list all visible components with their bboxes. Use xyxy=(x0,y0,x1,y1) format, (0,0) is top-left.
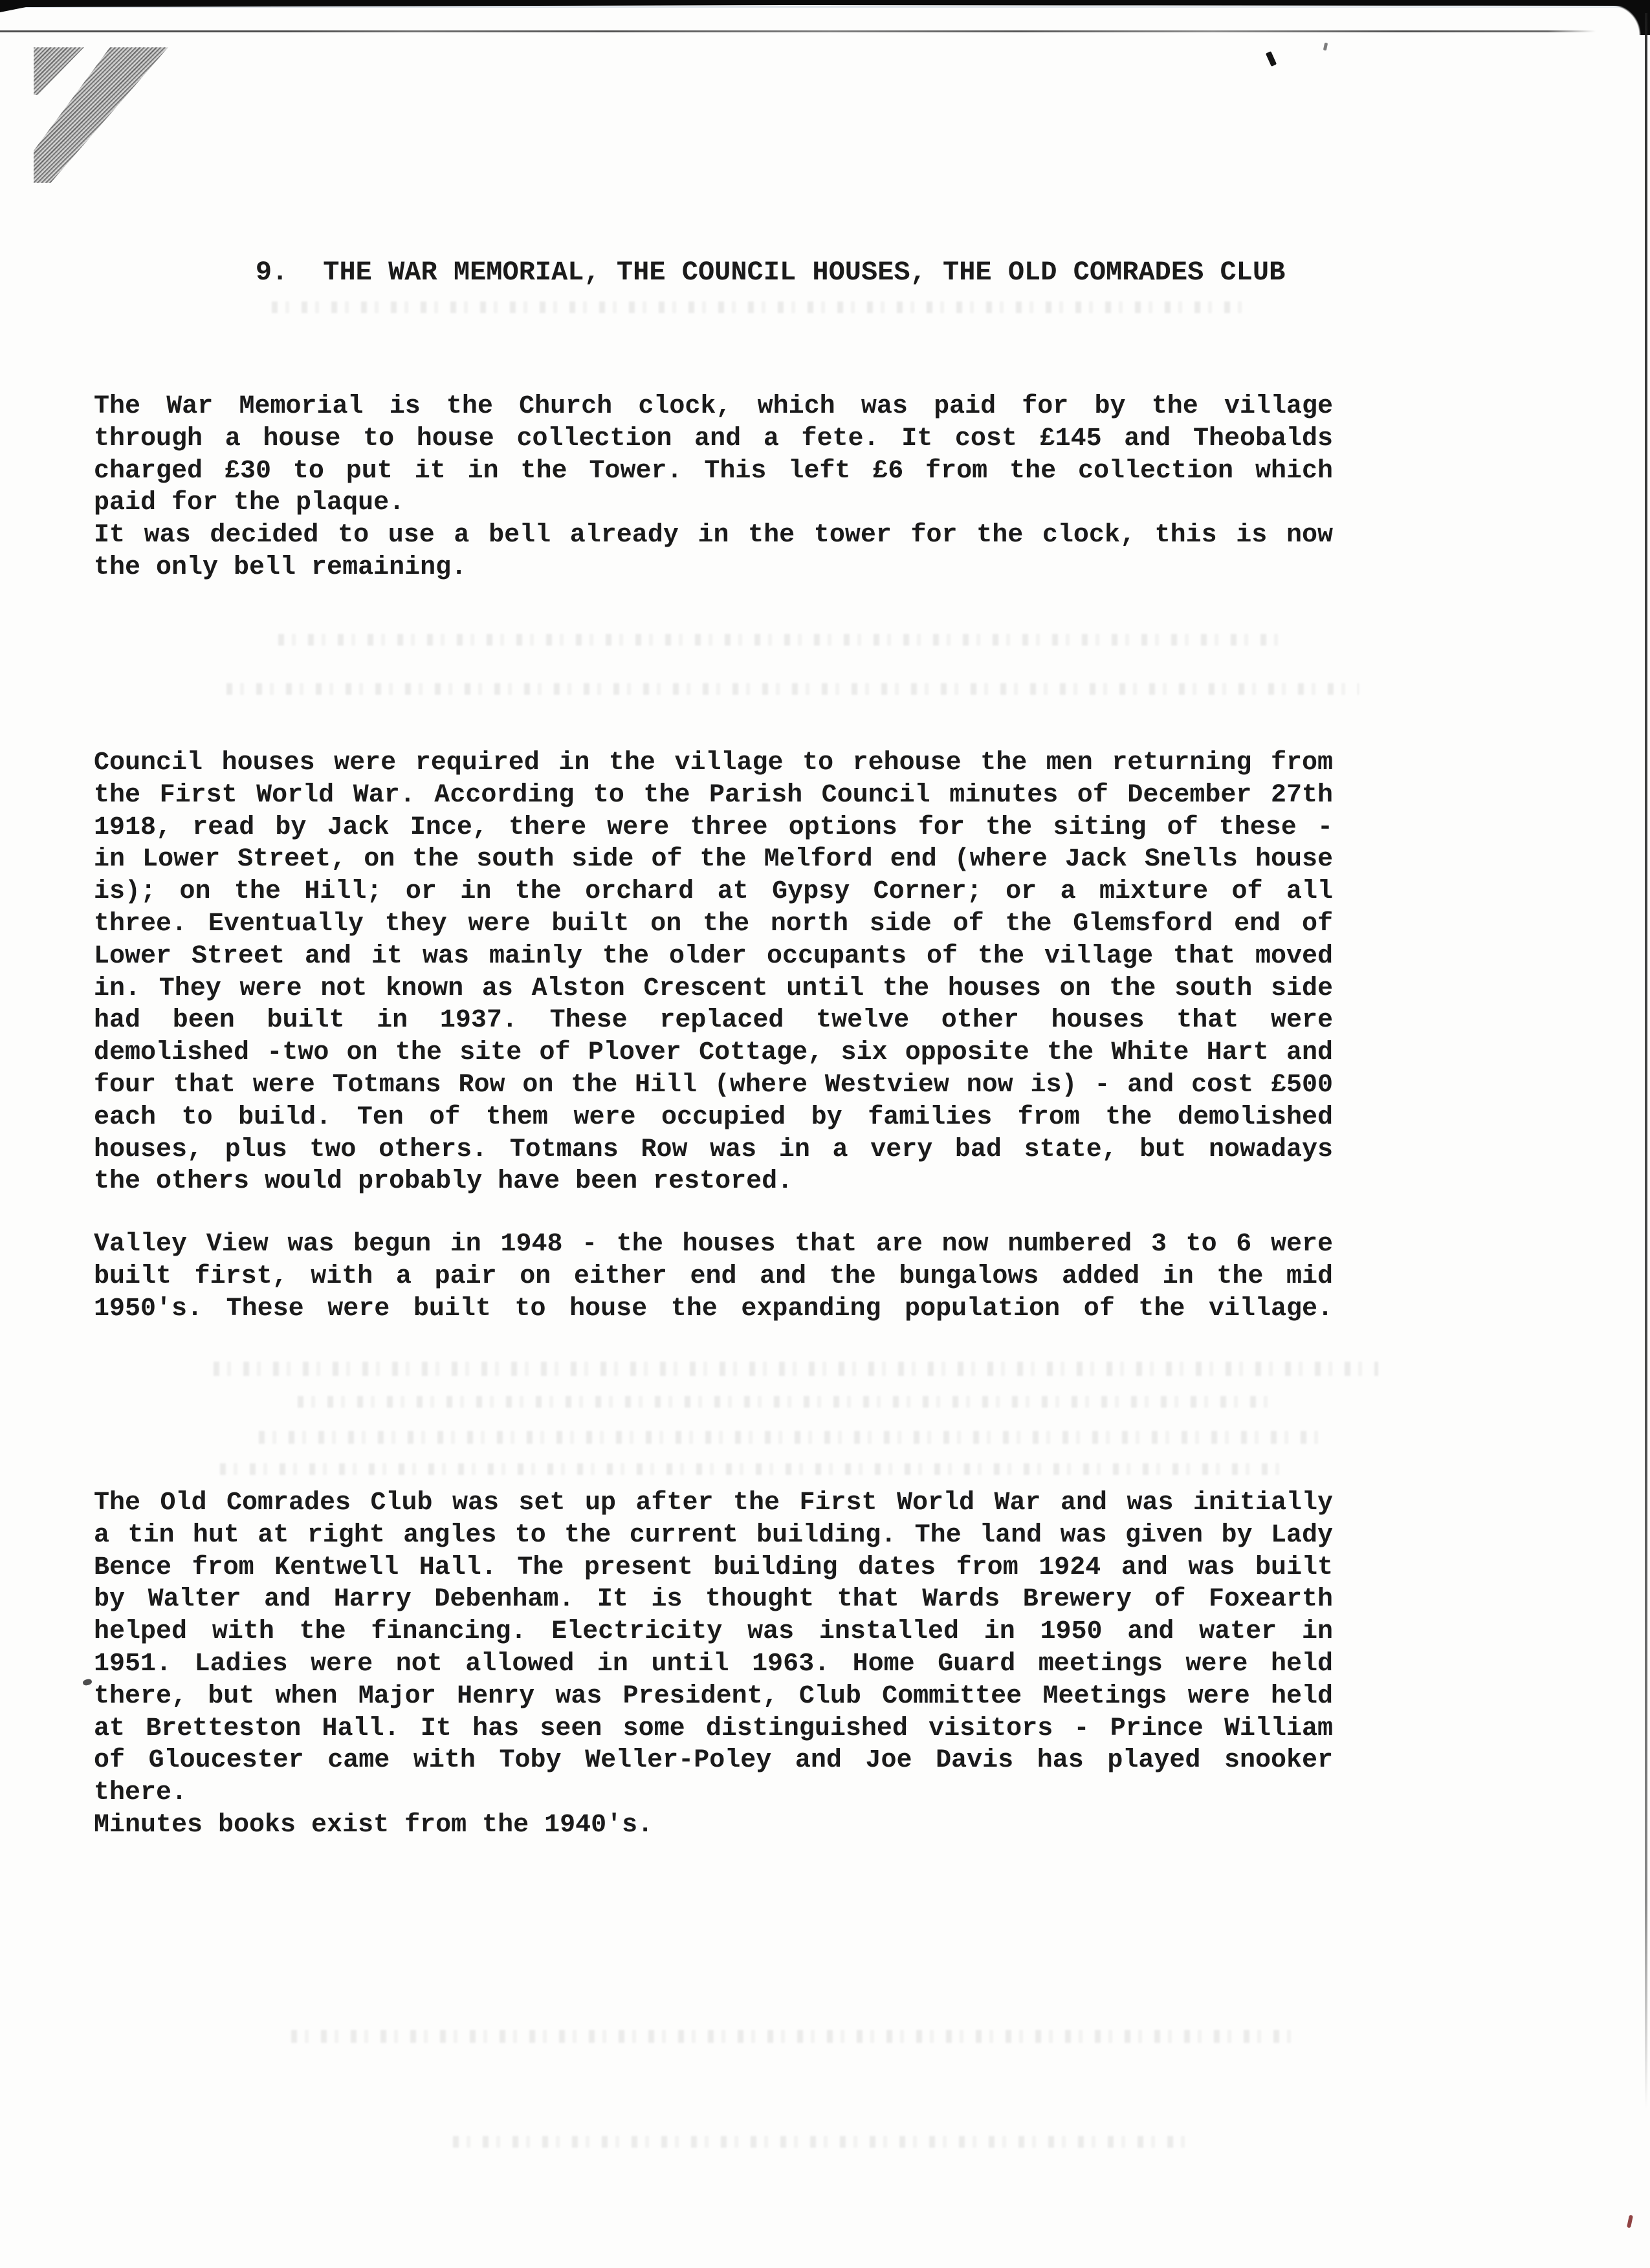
text-line: a tin hut at right angles to the current building. The land was given by Lady xyxy=(94,1520,1333,1550)
text-line: Lower Street and it was mainly the older occupants of the village that moved xyxy=(94,941,1333,971)
text-line: in. They were not known as Alston Crescent until the houses on the south side xyxy=(94,974,1333,1003)
scan-bleedthrough-band xyxy=(214,1362,1378,1376)
scan-red-pen-mark xyxy=(1627,2215,1633,2229)
text-line: Bence from Kentwell Hall. The present building dates from 1924 and was built xyxy=(94,1553,1333,1582)
scan-ink-fleck xyxy=(1323,43,1328,51)
scan-horizontal-rule xyxy=(0,30,1596,32)
text-line: charged £30 to put it in the Tower. This left £6 from the collection which xyxy=(94,456,1333,486)
scan-bleedthrough-band xyxy=(259,1431,1326,1444)
text-line: houses, plus two others. Totmans Row was in a very bad state, but nowadays xyxy=(94,1135,1333,1164)
paragraph-old-comrades-club xyxy=(94,1487,1333,1842)
text-line: the only bell remaining. xyxy=(94,552,467,582)
scan-bleedthrough-band xyxy=(278,634,1281,646)
text-line: the others would probably have been restored. xyxy=(94,1167,793,1197)
scan-bleedthrough-band xyxy=(226,683,1359,695)
text-line: Council houses were required in the village to rehouse the men returning from xyxy=(94,748,1333,778)
text-line: there. xyxy=(94,1778,188,1808)
scan-diagonal-stripe-narrow xyxy=(34,47,85,95)
text-line: four that were Totmans Row on the Hill (where Westview now is) - and cost £500 xyxy=(94,1070,1333,1100)
text-line: by Walter and Harry Debenham. It is thought that Wards Brewery of Foxearth xyxy=(94,1585,1333,1615)
text-line: each to build. Ten of them were occupied by families from the demolished xyxy=(94,1102,1333,1132)
text-line: demolished -two on the site of Plover Cottage, six opposite the White Hart and xyxy=(94,1038,1333,1068)
text-line: 1951. Ladies were not allowed in until 1963. Home Guard meetings were held xyxy=(94,1649,1333,1679)
scan-bleedthrough-band xyxy=(220,1463,1288,1475)
text-line: 1950's. These were built to house the expanding population of the village. xyxy=(94,1294,1333,1324)
text-line: is); on the Hill; or in the orchard at Gypsy Corner; or a mixture of all xyxy=(94,877,1333,907)
text-line: helped with the financing. Electricity was installed in 1950 and water in xyxy=(94,1617,1333,1647)
scan-bleedthrough-band xyxy=(298,1396,1268,1408)
paragraph-council-houses xyxy=(94,747,1333,1198)
scan-rounded-corner-top-right xyxy=(1610,0,1650,35)
section-number: 9. xyxy=(255,257,289,288)
section-heading xyxy=(190,224,1285,321)
text-line: 1918, read by Jack Ince, there were three options for the siting of these - xyxy=(94,812,1333,842)
section-title: THE WAR MEMORIAL, THE COUNCIL HOUSES, THE OLD COMRADES CLUB xyxy=(323,257,1286,288)
scan-ink-fleck xyxy=(82,1678,93,1686)
scan-ink-fleck xyxy=(1266,51,1277,67)
text-line: of Gloucester came with Toby Weller-Poley and Joe Davis has played snooker xyxy=(94,1746,1333,1776)
scan-bleedthrough-band xyxy=(453,2136,1197,2148)
text-line: paid for the plaque. xyxy=(94,488,405,518)
text-line: The Old Comrades Club was set up after the First World War and was initially xyxy=(94,1488,1333,1518)
text-line: there, but when Major Henry was President, Club Committee Meetings were held xyxy=(94,1681,1333,1711)
paragraph-valley-view xyxy=(94,1228,1333,1325)
text-line: three. Eventually they were built on the north side of the Glemsford end of xyxy=(94,909,1333,939)
text-line: had been built in 1937. These replaced twelve other houses that were xyxy=(94,1006,1333,1036)
text-line: The War Memorial is the Church clock, which was paid for by the village xyxy=(94,392,1333,421)
scan-right-edge-line xyxy=(1645,13,1647,2109)
text-line: the First World War. According to the Parish Council minutes of December 27th xyxy=(94,780,1333,810)
scan-bleedthrough-band xyxy=(291,2030,1294,2043)
text-line: Minutes books exist from the 1940's. xyxy=(94,1810,654,1840)
text-line: in Lower Street, on the south side of the Melford end (where Jack Snells house xyxy=(94,845,1333,875)
text-line: It was decided to use a bell already in the tower for the clock, this is now xyxy=(94,521,1333,551)
text-line: through a house to house collection and a fete. It cost £145 and Theobalds xyxy=(94,424,1333,453)
text-line: Valley View was begun in 1948 - the houses that are now numbered 3 to 6 were xyxy=(94,1230,1333,1259)
paragraph-war-memorial xyxy=(94,391,1333,584)
text-line: at Bretteston Hall. It has seen some distinguished visitors - Prince William xyxy=(94,1714,1333,1743)
text-line: built first, with a pair on either end and the bungalows added in the mid xyxy=(94,1261,1333,1291)
